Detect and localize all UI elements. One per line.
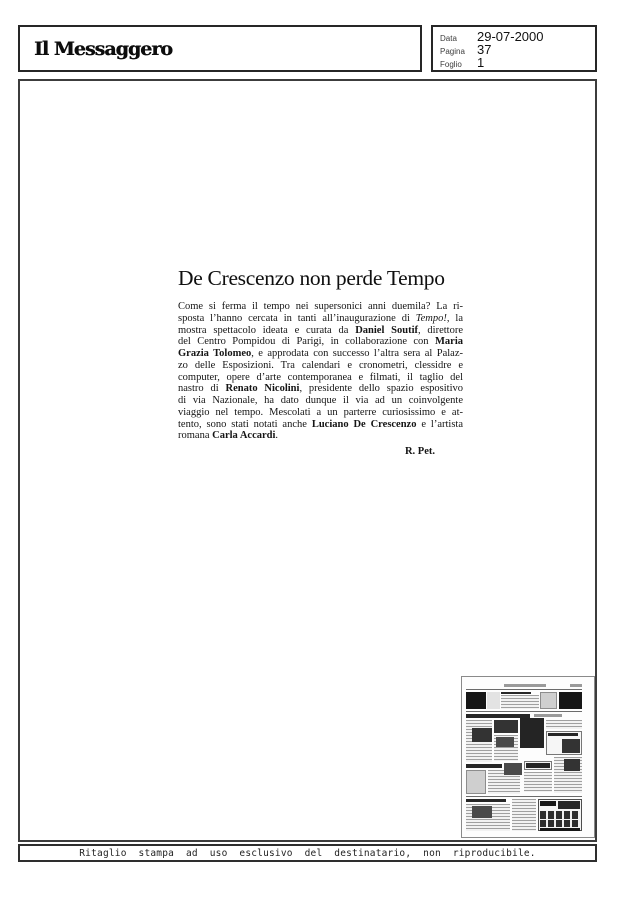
thumb-ad-bar	[540, 828, 580, 831]
meta-value-pagina: 37	[477, 42, 492, 57]
meta-row-data	[440, 30, 595, 43]
article-line: tento, sono stati notati anche Luciano De Crescenzo e l’artista	[178, 418, 463, 430]
article-line: mostra spettacolo ideata e curata da Daniel Soutif, direttore	[178, 324, 463, 336]
thumb-headline-bar	[526, 763, 550, 768]
thumb-text-column	[501, 695, 539, 709]
thumb-text-column	[546, 720, 582, 729]
thumbnail-layout	[466, 681, 590, 833]
newspaper-page-thumbnail	[461, 676, 595, 838]
thumb-ad-title	[540, 801, 556, 806]
meta-value-foglio: 1	[477, 55, 485, 70]
meta-label-data: Data	[440, 34, 457, 43]
footer-strip	[18, 844, 597, 862]
article-line: nastro di Renato Nicolini, presidente dello spazio espositivo	[178, 383, 463, 395]
article-line: romana Carla Accardi.	[178, 430, 279, 442]
thumb-headline-bar	[548, 733, 578, 736]
article-headline: De Crescenzo non perde Tempo	[178, 266, 445, 290]
thumb-masthead	[466, 692, 486, 709]
thumb-rule	[466, 689, 582, 690]
meta-row-foglio	[440, 56, 595, 69]
thumb-headline-bar	[501, 692, 531, 694]
thumb-ad-text	[558, 801, 580, 809]
article-line: computer, opere d’arte contemporanea e filmati, il taglio del	[178, 371, 463, 383]
article-body	[178, 301, 463, 458]
thumb-dark-box	[559, 692, 582, 709]
thumb-graphic	[487, 692, 500, 709]
thumb-photo	[472, 806, 492, 818]
article-line: sposta l’hanno cercata in tanti all’inaugurazione di Tempo!, la	[178, 312, 463, 324]
article-byline: R. Pet.	[404, 446, 435, 457]
meta-label-foglio: Foglio	[440, 60, 462, 69]
meta-value-data: 29-07-2000	[477, 29, 544, 44]
article-line: viaggio nel tempo. Mescolati a un parterre curiosissimo e at-	[178, 406, 463, 418]
thumb-page-number	[570, 684, 582, 687]
thumb-photo	[520, 718, 544, 748]
thumb-text-column	[524, 772, 552, 792]
article-line: Grazia Tolomeo, e approdata con successo l’altra sera al Palaz-	[178, 348, 463, 359]
article-line: Come si ferma il tempo nei supersonici anni duemila? La ri-	[178, 301, 463, 312]
meta-label-pagina: Pagina	[440, 47, 465, 56]
thumb-photo	[564, 759, 580, 771]
thumb-headline-bar	[466, 764, 502, 768]
thumb-photo	[496, 737, 514, 747]
thumb-photo	[504, 763, 522, 775]
clipping-meta-box	[431, 25, 597, 72]
thumb-headline-bar	[466, 799, 506, 802]
thumb-rule	[466, 796, 582, 797]
footer-disclaimer: Ritaglio stampa ad uso esclusivo del destinatario, non riproducibile.	[79, 847, 536, 859]
thumb-photo-light	[540, 692, 557, 709]
thumb-header-text	[504, 684, 546, 687]
thumb-text-line	[534, 714, 562, 717]
thumb-rule	[466, 711, 582, 712]
thumb-text-column	[512, 799, 536, 831]
thumb-photo-light	[466, 770, 486, 794]
thumb-ad-cells	[540, 811, 580, 819]
thumb-photo	[494, 720, 518, 733]
thumb-ad-cells	[540, 820, 580, 827]
article-line: di via Nazionale, ha dato dunque il via ad un coinvolgente	[178, 395, 463, 406]
thumb-photo	[472, 728, 492, 742]
meta-row-pagina	[440, 43, 595, 56]
article-line: zo delle Esposizioni. Tra calendari e cronometri, clessidre e	[178, 359, 463, 371]
masthead-box	[18, 25, 422, 72]
thumb-photo	[562, 739, 580, 753]
article-line: del Centro Pompidou di Parigi, in collaborazione con Maria	[178, 336, 463, 348]
newspaper-logo: Il Messaggero	[34, 37, 172, 60]
